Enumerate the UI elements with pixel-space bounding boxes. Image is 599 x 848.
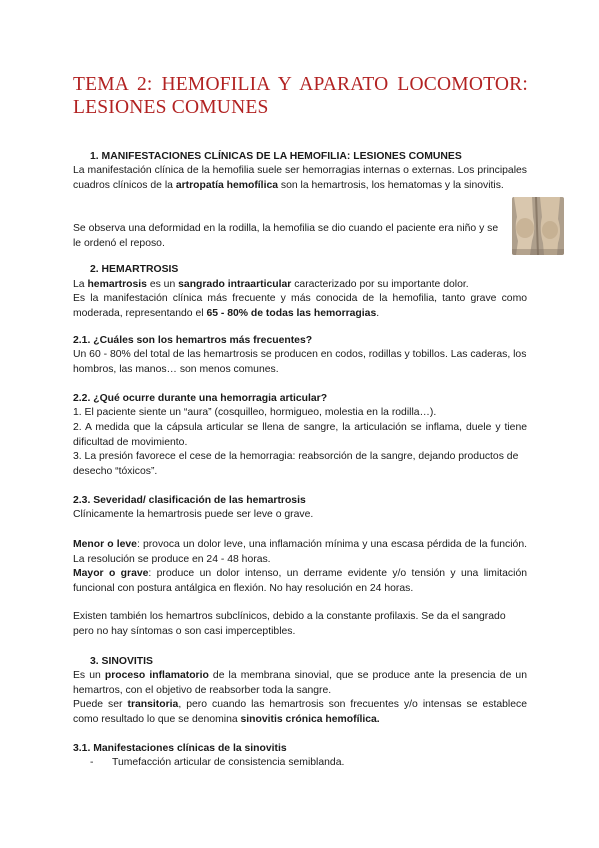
list-item-1: 1. El paciente siente un “aura” (cosquilleo, hormigueo, molestia en la rodilla…). <box>73 407 437 418</box>
bold-term: Menor o leve <box>73 539 137 550</box>
dash-list-item <box>90 756 520 771</box>
section-2-heading: 2. HEMARTROSIS <box>90 264 179 275</box>
subsection-2-3-heading: 2.3. Severidad/ clasificación de las hemartrosis <box>73 495 306 506</box>
text-run: Es la manifestación clínica más frecuente y más conocida de la hemofilia, tanto grave como moderada, representando el <box>73 293 527 319</box>
text-run: Puede ser <box>73 699 128 710</box>
section-3-heading: 3. SINOVITIS <box>90 656 153 667</box>
text-run: La <box>73 279 88 290</box>
subsection-2-3-paragraph-1: Clínicamente la hemartrosis puede ser leve o grave. <box>73 509 314 520</box>
section-1-paragraph-1 <box>73 164 527 193</box>
text-run: de la membrana sinovial, que se produce ante la presencia de un hemartros, con el objetivo de reabsorber toda la sangre. <box>73 670 527 696</box>
list-item-2: 2. A medida que la cápsula articular se llena de sangre, la articulación se inflama, duele y tiene dificultad de movimiento. <box>73 422 527 448</box>
section-2-paragraph-1 <box>73 278 527 293</box>
subsection-2-1-paragraph: Un 60 - 80% del total de las hemartrosis se producen en codos, rodillas y tobillos. Las caderas, los hombros, las manos… son menos comunes. <box>73 349 527 375</box>
dash-bullet: - <box>90 757 94 768</box>
severity-leve <box>73 538 527 567</box>
bold-term: transitoria <box>127 699 179 710</box>
bold-term: Mayor o grave <box>73 568 149 579</box>
text-run: . <box>376 307 380 319</box>
text-run: son la hemartrosis, los hematomas y la sinovitis. <box>278 179 504 191</box>
section-3-paragraph-2 <box>73 698 527 727</box>
page-title: TEMA 2: HEMOFILIA Y APARATO LOCOMOTOR: LESIONES COMUNES <box>73 74 528 118</box>
bold-term: artropatía hemofílica <box>175 179 279 191</box>
bold-term: proceso inflamatorio <box>104 670 209 681</box>
text-run: La manifestación clínica de la hemofilia suele ser hemorragias internas o externas. Los principales cuadros clínicos de la <box>73 165 527 191</box>
subsection-3-1-heading: 3.1. Manifestaciones clínicas de la sinovitis <box>73 743 287 754</box>
text-run: , pero cuando las hemartrosis son frecuentes y/o intensas se establece como resultado lo que se denomina <box>73 699 527 725</box>
bold-term: sangrado intraarticular <box>178 279 292 290</box>
subsection-2-2-heading: 2.2. ¿Qué ocurre durante una hemorragia articular? <box>73 393 328 404</box>
section-1-paragraph-2: Se observa una deformidad en la rodilla, la hemofilia se dio cuando el paciente era niño y se le ordenó el reposo. <box>73 223 499 249</box>
section-1-heading: 1. MANIFESTACIONES CLÍNICAS DE LA HEMOFILIA: LESIONES COMUNES <box>90 151 462 162</box>
subsection-2-3-paragraph-3: Existen también los hemartros subclínicos, debido a la constante profilaxis. Se da el sangrado pero no hay síntomas o son casi imperceptibles. <box>73 611 506 637</box>
section-2-paragraph-2 <box>73 292 527 321</box>
subsection-2-1-heading: 2.1. ¿Cuáles son los hemartros más frecuentes? <box>73 335 313 346</box>
text-run: caracterizado por su importante dolor. <box>291 279 469 290</box>
text-run: : produce un dolor intenso, un derrame evidente y/o tensión y una limitación funcional con postura antálgica en flexión. No hay resolución en 24 horas. <box>73 568 527 594</box>
list-item-3: 3. La presión favorece el cese de la hemorragia: reabsorción de la sangre, dejando productos de desecho “tóxicos”. <box>73 451 519 477</box>
bold-term: hemartrosis <box>87 279 147 290</box>
text-run: es un <box>146 279 179 290</box>
bold-term: 65 - 80% de todas las hemorragias <box>206 307 377 319</box>
text-run: Es un <box>73 670 105 681</box>
text-run: : provoca un dolor leve, una inflamación mínima y una escasa pérdida de la función. La resolución se produce en 24 - 48 horas. <box>73 539 527 565</box>
list-item-text: Tumefacción articular de consistencia semiblanda. <box>112 757 345 768</box>
knee-photo <box>512 197 564 255</box>
severity-grave <box>73 567 527 596</box>
bold-term: sinovitis crónica hemofílica. <box>240 713 380 725</box>
section-3-paragraph-1 <box>73 669 527 698</box>
